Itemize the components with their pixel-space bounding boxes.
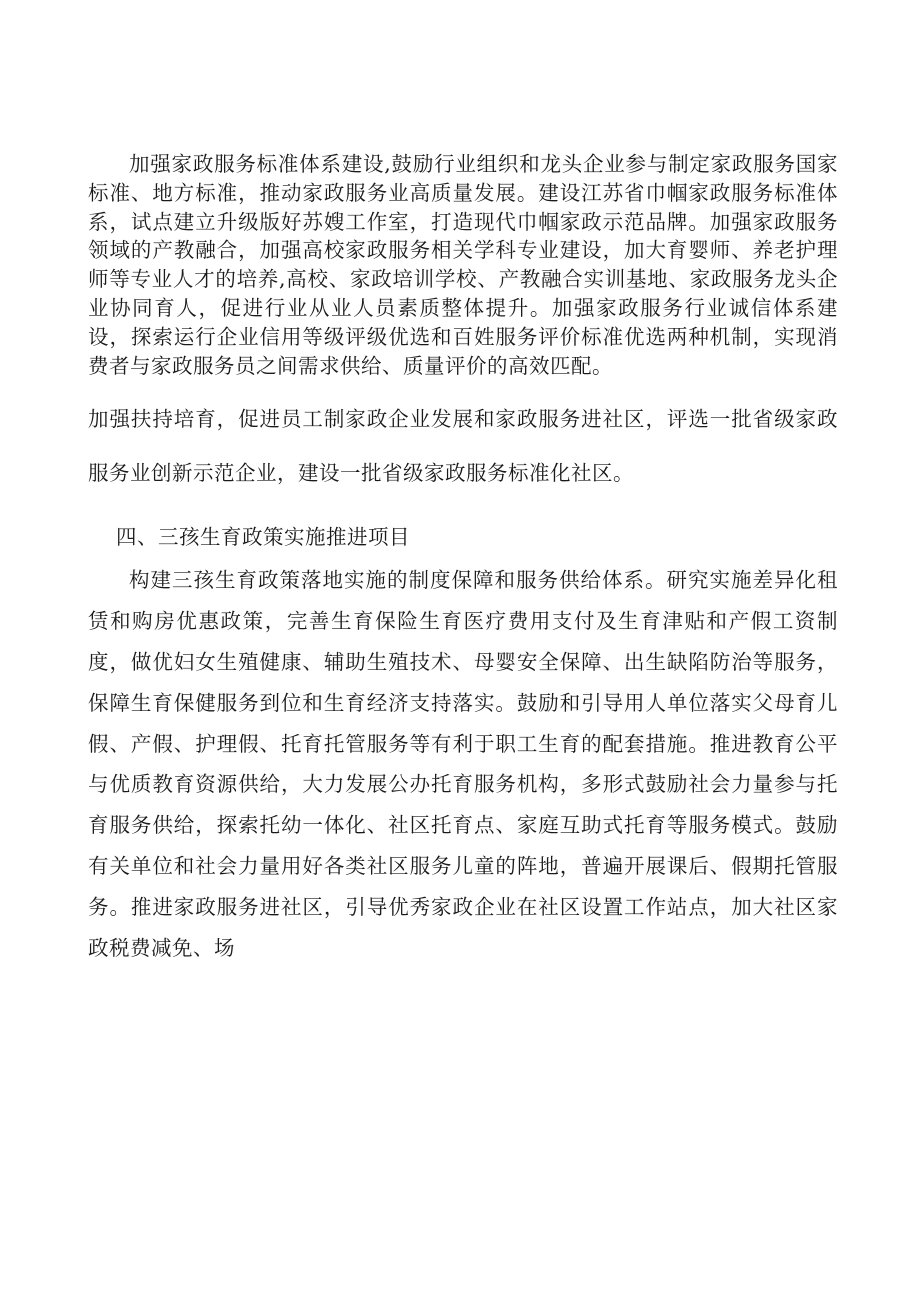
paragraph-three-child-policy: 构建三孩生育政策落地实施的制度保障和服务供给体系。研究实施差异化租赁和购房优惠政策，完善生育保险生育医疗费用支付及生育津贴和产假工资制度，做优妇女生殖健康、辅助生殖技术、母婴安全保障、出生缺陷防治等服务，保障生育保健服务到位和生育经济支持落实。鼓励和引导用人单位落实父母育儿假、产假、护理假、托育托管服务等有利于职工生育的配套措施。推进教育公平与优质教育资源供给，大力发展公办托育服务机构，多形式鼓励社会力量参与托育服务供给，探索托幼一体化、社区托育点、家庭互助式托育等服务模式。鼓励有关单位和社会力量用好各类社区服务儿童的阵地，普遍开展课后、假期托管服务。推进家政服务进社区，引导优秀家政企业在社区设置工作站点，加大社区家政税费减免、场	[88, 568, 838, 960]
paragraph-standards: 加强家政服务标准体系建设,鼓励行业组织和龙头企业参与制定家政服务国家标准、地方标准，推动家政服务业高质量发展。建设江苏省巾帼家政服务标准体系，试点建立升级版好苏嫂工作室，打造现代巾帼家政示范品牌。加强家政服务领域的产教融合，加强高校家政服务相关学科专业建设，加大育婴师、养老护理师等专业人才的培养,高校、家政培训学校、产教融合实训基地、家政服务龙头企业协同育人，促进行业从业人员素质整体提升。加强家政服务行业诚信体系建设，探索运行企业信用等级评级优选和百姓服务评价标准优选两种机制，实现消费者与家政服务员之间需求供给、质量评价的高效匹配。	[88, 152, 838, 378]
section-heading: 四、三孩生育政策实施推进项目	[116, 525, 410, 550]
paragraph-support: 加强扶持培育，促进员工制家政企业发展和家政服务进社区，评选一批省级家政服务业创新示范企业，建设一批省级家政服务标准化社区。	[88, 407, 838, 486]
document-page	[88, 150, 838, 968]
